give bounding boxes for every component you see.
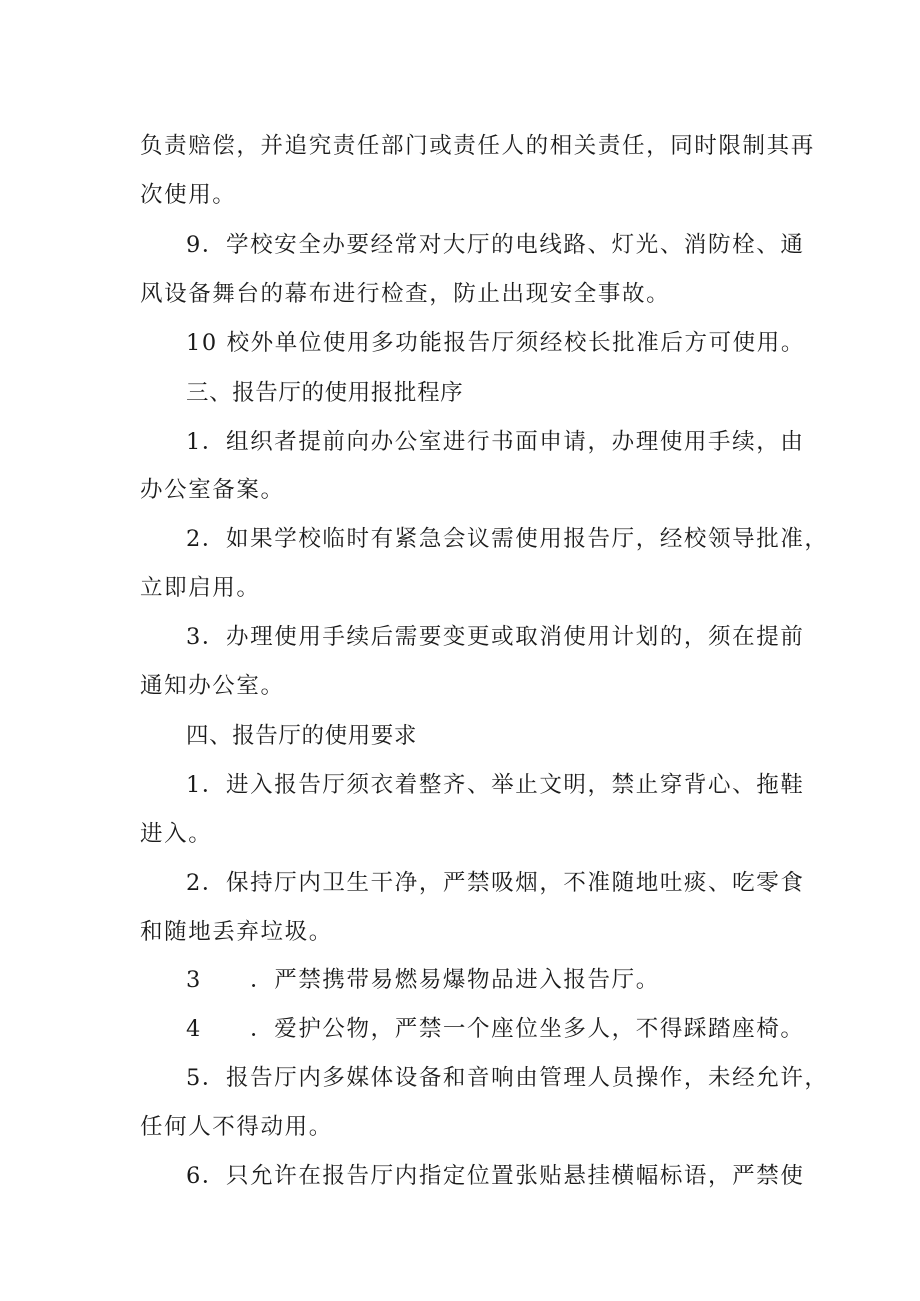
paragraph-line: 3 ．严禁携带易燃易爆物品进入报告厅。 <box>186 967 660 993</box>
paragraph-line: 进入。 <box>140 821 213 847</box>
paragraph-line: 立即启用。 <box>140 575 261 601</box>
paragraph-line: 10 校外单位使用多功能报告厅须经校长批准后方可使用。 <box>186 330 805 356</box>
paragraph-line: 次使用。 <box>140 182 237 208</box>
paragraph-line: 办公室备案。 <box>140 477 285 503</box>
paragraph-line: 1．组织者提前向办公室进行书面申请，办理使用手续，由 <box>186 429 805 455</box>
paragraph-line: 任何人不得动用。 <box>140 1114 333 1140</box>
paragraph-line: 1．进入报告厅须衣着整齐、举止文明，禁止穿背心、拖鞋 <box>186 772 805 798</box>
section-heading: 四、报告厅的使用要求 <box>186 723 418 749</box>
paragraph-line: 2．如果学校临时有紧急会议需使用报告厅，经校领导批准， <box>186 526 829 552</box>
section-heading: 三、报告厅的使用报批程序 <box>186 380 464 406</box>
paragraph-line: 风设备舞台的幕布进行检查，防止出现安全事故。 <box>140 281 671 307</box>
paragraph-line: 负责赔偿，并追究责任部门或责任人的相关责任，同时限制其再 <box>140 133 815 159</box>
paragraph-line: 4 ．爱护公物，严禁一个座位坐多人，不得踩踏座椅。 <box>186 1016 805 1042</box>
paragraph-line: 通知办公室。 <box>140 673 285 699</box>
paragraph-line: 2．保持厅内卫生干净，严禁吸烟，不准随地吐痰、吃零食 <box>186 870 805 896</box>
paragraph-line: 3．办理使用手续后需要变更或取消使用计划的，须在提前 <box>186 624 805 650</box>
paragraph-line: 9．学校安全办要经常对大厅的电线路、灯光、消防栓、通 <box>186 232 805 258</box>
paragraph-line: 和随地丢弃垃圾。 <box>140 919 333 945</box>
paragraph-line: 5．报告厅内多媒体设备和音响由管理人员操作，未经允许， <box>186 1065 829 1091</box>
paragraph-line: 6．只允许在报告厅内指定位置张贴悬挂横幅标语，严禁使 <box>186 1163 805 1189</box>
